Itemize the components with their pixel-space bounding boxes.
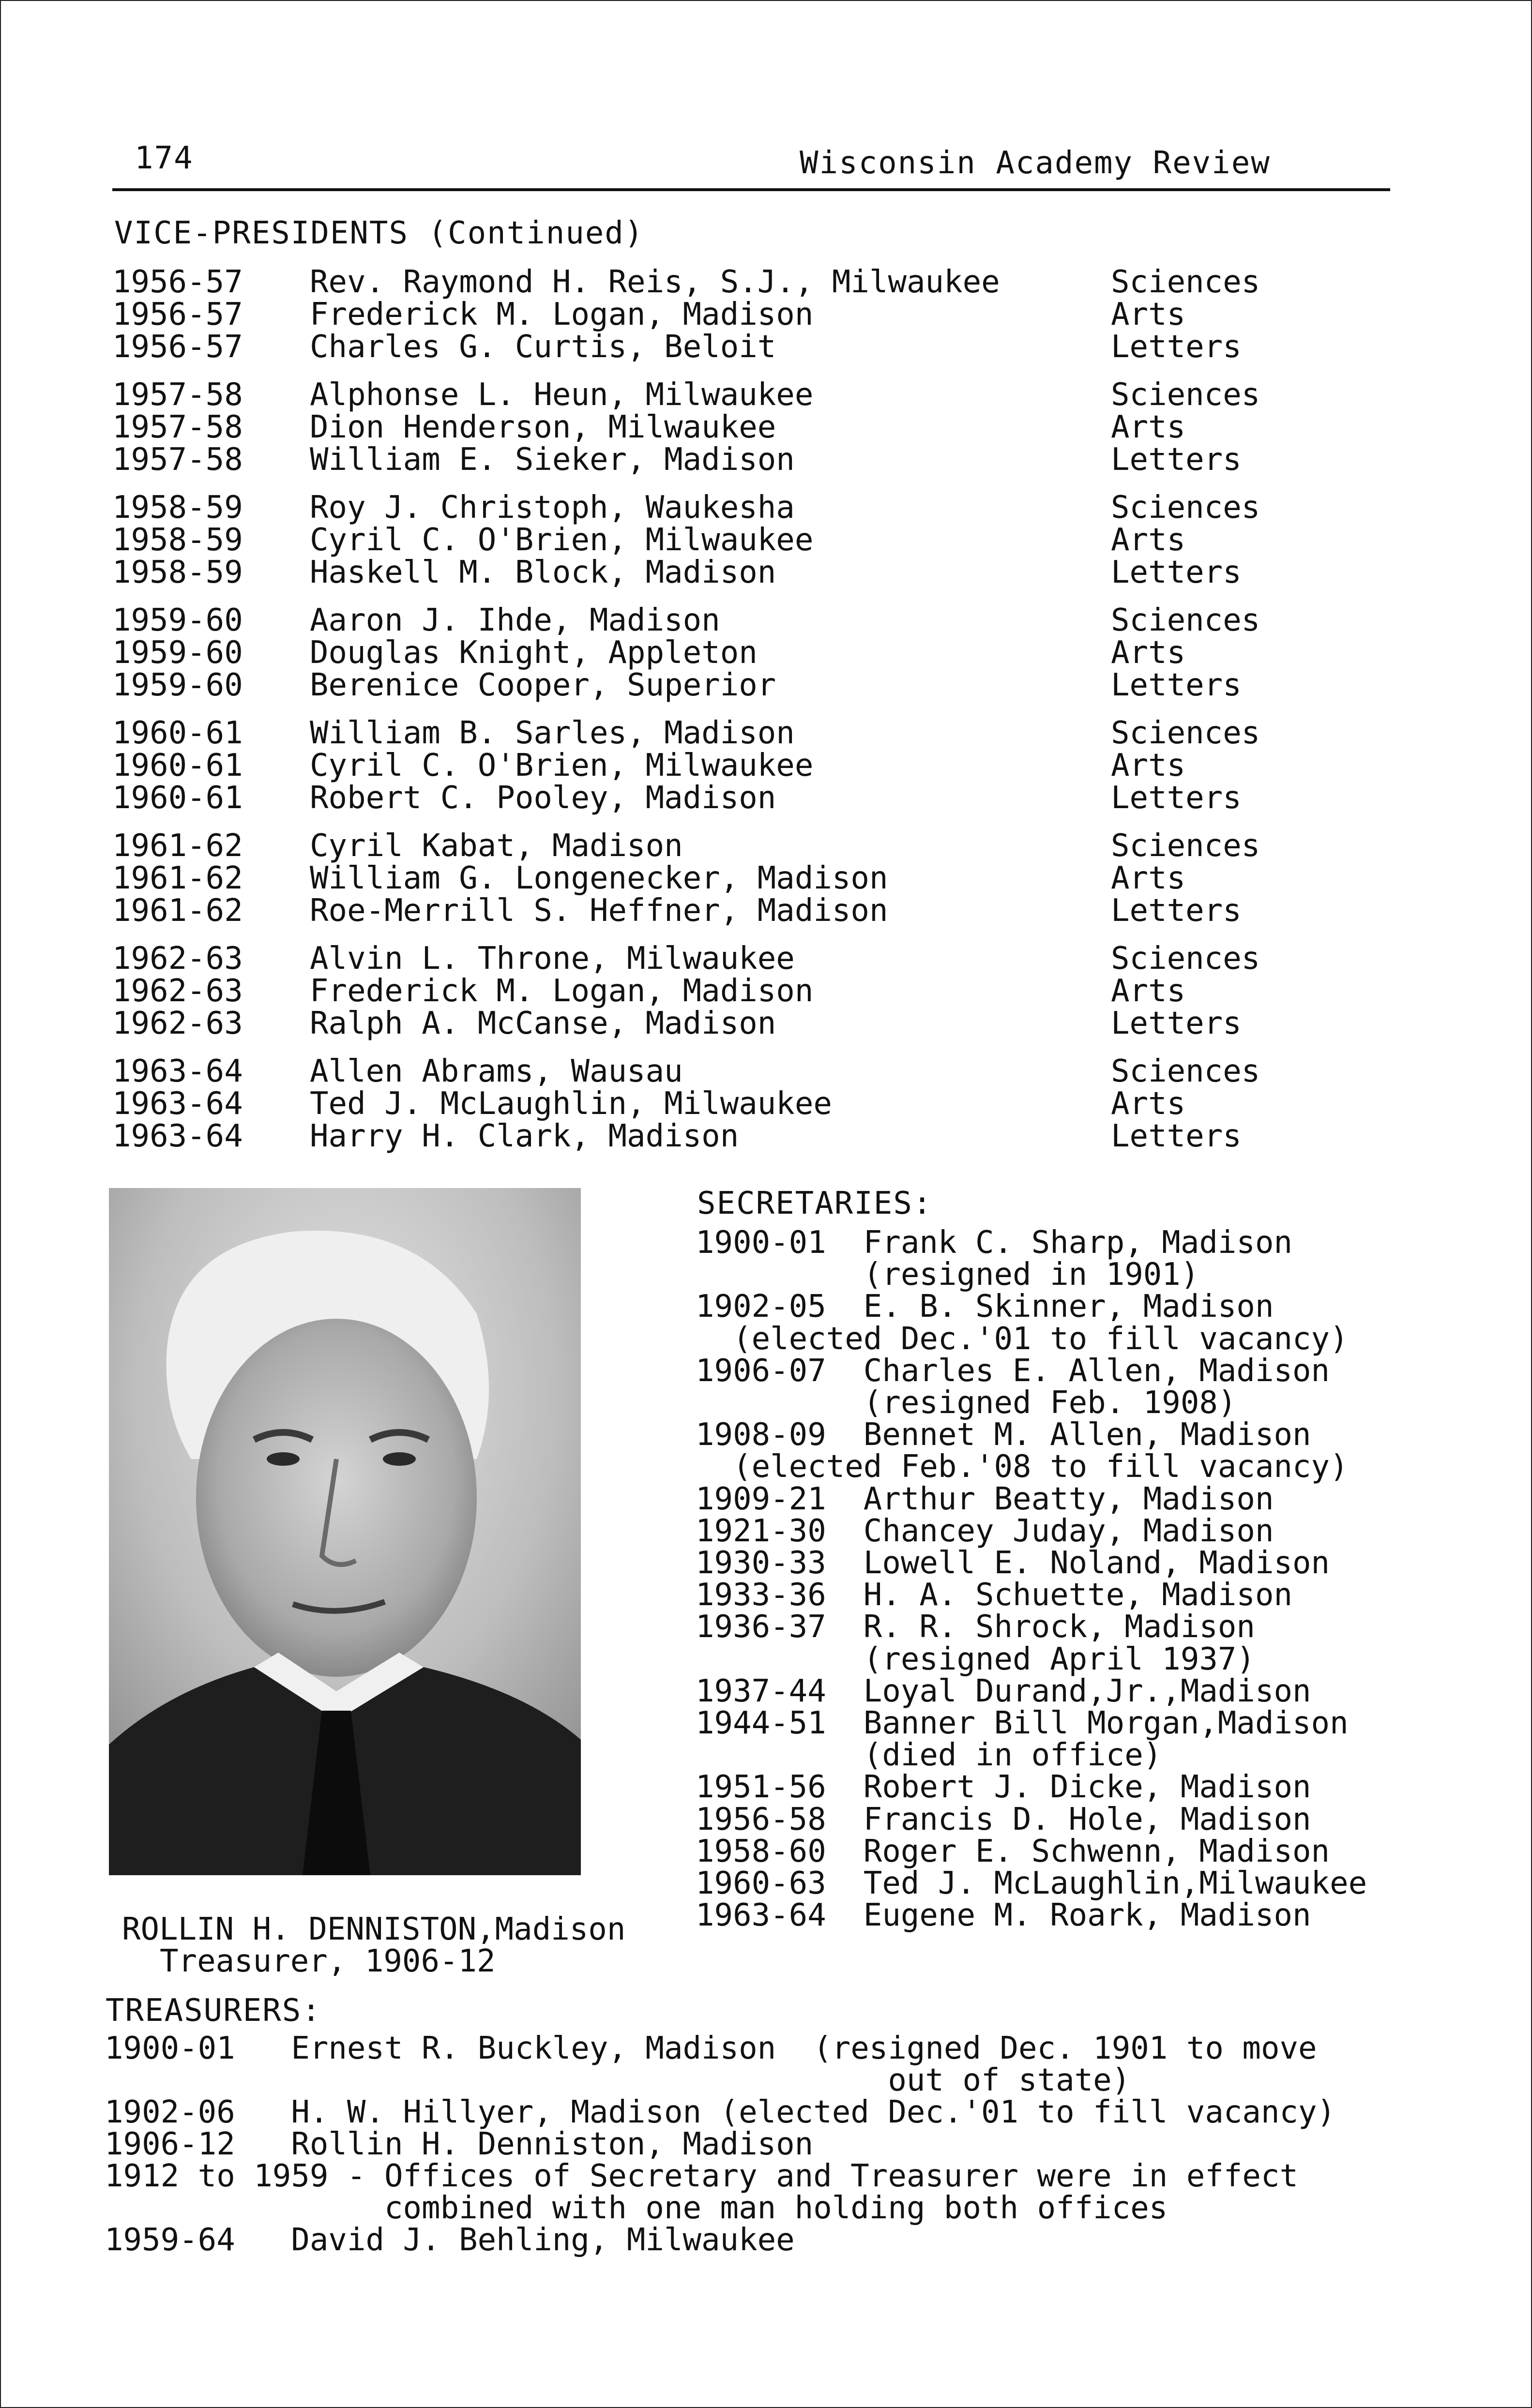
vp-year: 1956-57: [112, 297, 243, 332]
secretary-line: 1900-01 Frank C. Sharp, Madison: [696, 1225, 1292, 1261]
treasurer-line: 1912 to 1959 - Offices of Secretary and Treasurer were in effect: [105, 2158, 1298, 2194]
vp-year: 1962-63: [112, 941, 243, 977]
secretary-line: 1909-21 Arthur Beatty, Madison: [696, 1481, 1274, 1517]
secretary-line: 1951-56 Robert J. Dicke, Madison: [696, 1769, 1311, 1806]
vp-year: 1960-61: [112, 780, 243, 816]
vp-name: Harry H. Clark, Madison: [310, 1118, 739, 1154]
vice-president-row: [0, 524, 1532, 556]
vice-president-row: [0, 1008, 1532, 1039]
secretary-line: (elected Feb.'08 to fill vacancy): [696, 1449, 1349, 1485]
vp-division: Letters: [1111, 329, 1242, 365]
vp-year: 1959-60: [112, 635, 243, 671]
secretary-line: 1960-63 Ted J. McLaughlin,Milwaukee: [696, 1866, 1367, 1901]
vp-year: 1960-61: [112, 748, 243, 783]
secretary-line: 1936-37 R. R. Shrock, Madison: [696, 1609, 1255, 1645]
secretary-line: 1930-33 Lowell E. Noland, Madison: [696, 1545, 1330, 1581]
vice-president-row: [0, 604, 1532, 636]
vp-name: Berenice Cooper, Superior: [310, 667, 776, 703]
secretary-line: 1963-64 Eugene M. Roark, Madison: [696, 1897, 1311, 1934]
vp-name: Dion Henderson, Milwaukee: [310, 409, 776, 445]
vp-name: Robert C. Pooley, Madison: [310, 780, 776, 816]
vp-name: Haskell M. Block, Madison: [310, 555, 776, 590]
vp-division: Sciences: [1111, 715, 1260, 751]
vice-president-row: [0, 492, 1532, 524]
secretary-line: 1958-60 Roger E. Schwenn, Madison: [696, 1833, 1330, 1869]
vp-year: 1962-63: [112, 1006, 243, 1041]
treasurer-line: 1900-01 Ernest R. Buckley, Madison (resigned Dec. 1901 to move: [105, 2031, 1317, 2066]
portrait-image: [109, 1188, 581, 1875]
vp-year: 1961-62: [112, 828, 243, 864]
vp-division: Sciences: [1111, 377, 1260, 413]
vp-division: Arts: [1111, 522, 1186, 558]
vp-year: 1958-59: [112, 490, 243, 526]
vp-name: Aaron J. Ihde, Madison: [310, 602, 720, 638]
vp-division: Arts: [1111, 1086, 1186, 1122]
vice-president-row: [0, 1055, 1532, 1087]
journal-title: Wisconsin Academy Review: [800, 145, 1271, 181]
treasurer-line: 1959-64 David J. Behling, Milwaukee: [105, 2222, 795, 2258]
vice-president-row: [0, 943, 1532, 975]
vice-president-row: [0, 331, 1532, 363]
vice-president-row: [0, 1120, 1532, 1152]
vp-name: Allen Abrams, Wausau: [310, 1054, 683, 1089]
treasurer-line: combined with one man holding both offices: [105, 2190, 1168, 2226]
vice-president-row: [0, 669, 1532, 701]
vp-name: Charles G. Curtis, Beloit: [310, 329, 776, 365]
vp-year: 1957-58: [112, 442, 243, 478]
vp-division: Arts: [1111, 973, 1186, 1009]
photo-caption-role: Treasurer, 1906-12: [160, 1943, 496, 1979]
vice-president-row: [0, 830, 1532, 862]
vice-presidents-heading: VICE-PRESIDENTS (Continued): [114, 215, 644, 251]
vp-division: Letters: [1111, 667, 1242, 703]
vp-name: Alvin L. Throne, Milwaukee: [310, 941, 795, 977]
vp-division: Letters: [1111, 442, 1242, 478]
vp-year: 1956-57: [112, 329, 243, 365]
secretary-line: 1956-58 Francis D. Hole, Madison: [696, 1801, 1311, 1837]
vice-president-row: [0, 379, 1532, 411]
vp-year: 1963-64: [112, 1118, 243, 1154]
vp-name: Ted J. McLaughlin, Milwaukee: [310, 1086, 832, 1122]
vp-name: William G. Longenecker, Madison: [310, 860, 888, 896]
vp-name: Douglas Knight, Appleton: [310, 635, 758, 671]
vp-division: Letters: [1111, 555, 1242, 590]
vp-year: 1961-62: [112, 893, 243, 929]
vice-president-row: [0, 717, 1532, 749]
vice-president-row: [0, 1088, 1532, 1120]
vp-name: Cyril C. O'Brien, Milwaukee: [310, 748, 814, 783]
secretaries-heading: SECRETARIES:: [697, 1186, 933, 1221]
vice-president-row: [0, 299, 1532, 331]
vice-president-row: [0, 895, 1532, 927]
secretary-line: 1944-51 Banner Bill Morgan,Madison: [696, 1705, 1349, 1741]
page-number: 174: [135, 140, 194, 176]
vp-division: Letters: [1111, 1118, 1242, 1154]
vp-division: Letters: [1111, 780, 1242, 816]
vp-division: Arts: [1111, 748, 1186, 783]
vp-name: Frederick M. Logan, Madison: [310, 973, 814, 1009]
vice-president-row: [0, 975, 1532, 1007]
vp-year: 1957-58: [112, 409, 243, 445]
header-rule: [112, 188, 1390, 191]
vp-year: 1960-61: [112, 715, 243, 751]
vp-division: Sciences: [1111, 490, 1260, 526]
vp-year: 1956-57: [112, 264, 243, 300]
vice-president-row: [0, 266, 1532, 298]
vp-division: Sciences: [1111, 1054, 1260, 1089]
treasurer-line: 1906-12 Rollin H. Denniston, Madison: [105, 2126, 814, 2162]
vp-division: Arts: [1111, 297, 1186, 332]
secretary-line: 1908-09 Bennet M. Allen, Madison: [696, 1417, 1311, 1453]
secretary-line: (resigned April 1937): [696, 1641, 1255, 1677]
secretary-line: (died in office): [696, 1737, 1162, 1774]
portrait-photo: [109, 1188, 581, 1875]
vice-president-row: [0, 411, 1532, 443]
vp-division: Arts: [1111, 409, 1186, 445]
vp-name: Alphonse L. Heun, Milwaukee: [310, 377, 814, 413]
vp-division: Arts: [1111, 860, 1186, 896]
vp-year: 1958-59: [112, 522, 243, 558]
secretary-line: (resigned Feb. 1908): [696, 1385, 1237, 1421]
vice-president-row: [0, 782, 1532, 814]
vice-president-row: [0, 637, 1532, 669]
treasurer-line: 1902-06 H. W. Hillyer, Madison (elected Dec.'01 to fill vacancy): [105, 2094, 1336, 2130]
vp-division: Sciences: [1111, 941, 1260, 977]
vp-year: 1961-62: [112, 860, 243, 896]
vp-year: 1957-58: [112, 377, 243, 413]
vp-name: Ralph A. McCanse, Madison: [310, 1006, 776, 1041]
vp-year: 1962-63: [112, 973, 243, 1009]
vp-name: Roe-Merrill S. Heffner, Madison: [310, 893, 888, 929]
vp-division: Letters: [1111, 1006, 1242, 1041]
vp-name: Cyril C. O'Brien, Milwaukee: [310, 522, 814, 558]
secretary-line: 1937-44 Loyal Durand,Jr.,Madison: [696, 1673, 1311, 1709]
secretary-line: 1933-36 H. A. Schuette, Madison: [696, 1577, 1292, 1613]
secretary-line: 1906-07 Charles E. Allen, Madison: [696, 1353, 1330, 1389]
secretary-line: 1902-05 E. B. Skinner, Madison: [696, 1289, 1274, 1325]
vp-name: William E. Sieker, Madison: [310, 442, 795, 478]
vp-division: Letters: [1111, 893, 1242, 929]
vice-president-row: [0, 750, 1532, 782]
treasurer-line: out of state): [105, 2062, 1131, 2098]
vp-division: Arts: [1111, 635, 1186, 671]
vp-year: 1959-60: [112, 667, 243, 703]
vp-division: Sciences: [1111, 602, 1260, 638]
vp-name: William B. Sarles, Madison: [310, 715, 795, 751]
vp-year: 1963-64: [112, 1054, 243, 1089]
vice-president-row: [0, 557, 1532, 588]
vp-name: Cyril Kabat, Madison: [310, 828, 683, 864]
photo-caption-name: ROLLIN H. DENNISTON,Madison: [122, 1911, 626, 1947]
vice-president-row: [0, 444, 1532, 476]
secretary-line: 1921-30 Chancey Juday, Madison: [696, 1513, 1274, 1549]
treasurers-heading: TREASURERS:: [106, 1993, 321, 2029]
vp-year: 1958-59: [112, 555, 243, 590]
vp-name: Rev. Raymond H. Reis, S.J., Milwaukee: [310, 264, 1000, 300]
secretary-line: (elected Dec.'01 to fill vacancy): [696, 1321, 1349, 1357]
vp-division: Sciences: [1111, 264, 1260, 300]
vp-year: 1959-60: [112, 602, 243, 638]
vp-division: Sciences: [1111, 828, 1260, 864]
vice-president-row: [0, 862, 1532, 894]
vp-name: Frederick M. Logan, Madison: [310, 297, 814, 332]
secretary-line: (resigned in 1901): [696, 1257, 1199, 1293]
vp-name: Roy J. Christoph, Waukesha: [310, 490, 795, 526]
vp-year: 1963-64: [112, 1086, 243, 1122]
